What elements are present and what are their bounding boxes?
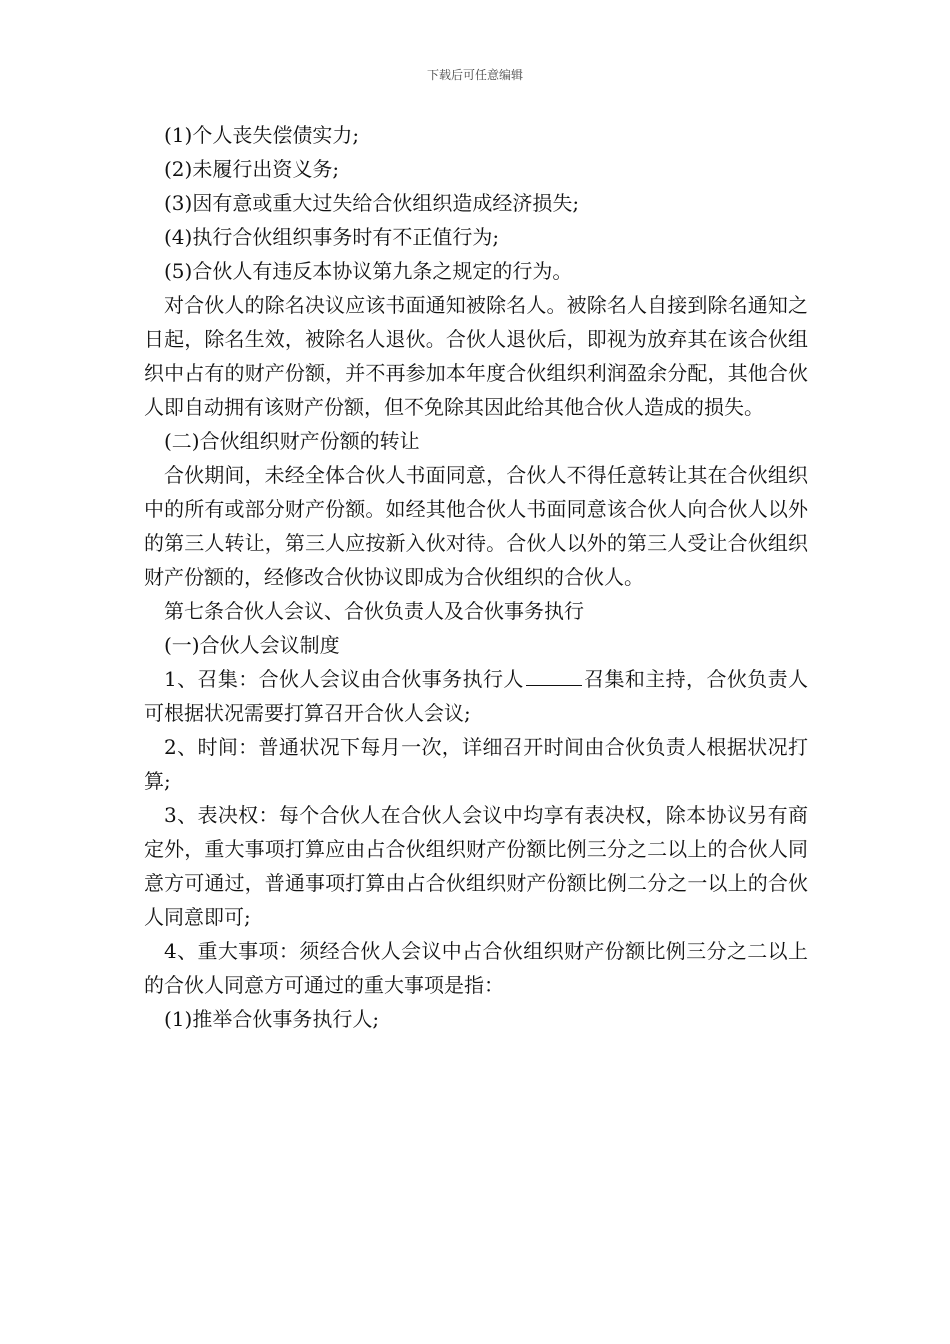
- list-item: (3)因有意或重大过失给合伙组织造成经济损失;: [164, 191, 580, 215]
- convene-text-post: 召集和主持，合伙负责人可根据状况需要打算召开合伙人会议;: [144, 667, 808, 725]
- page-header: 下载后可任意编辑: [426, 68, 523, 82]
- article-heading: 第七条合伙人会议、合伙负责人及合伙事务执行: [164, 599, 584, 623]
- paragraph-removal: 对合伙人的除名决议应该书面通知被除名人。被除名人自接到除名通知之日起，除名生效，被除名人退伙。合伙人退伙后，即视为放弃其在该合伙组织中占有的财产份额，并不再参加本年度合伙组织利润盈余分配，其他合伙人即自动拥有该财产份额，但不免除其因此给其他合伙人造成的损失。: [144, 293, 808, 419]
- fill-in-blank: [526, 665, 582, 686]
- convene-text-pre: 1、召集：合伙人会议由合伙事务执行人: [164, 667, 524, 691]
- list-item: (4)执行合伙组织事务时有不正值行为;: [164, 225, 500, 249]
- section-heading-meeting: (一)合伙人会议制度: [164, 633, 340, 657]
- section-heading-transfer: (二)合伙组织财产份额的转让: [164, 429, 420, 453]
- paragraph-time: 2、时间：普通状况下每月一次，详细召开时间由合伙负责人根据状况打算;: [144, 735, 808, 793]
- list-item: (1)推举合伙事务执行人;: [164, 1007, 380, 1031]
- paragraph-major-matters: 4、重大事项：须经合伙人会议中占合伙组织财产份额比例三分之二以上的合伙人同意方可通过的重大事项是指：: [144, 939, 808, 997]
- paragraph-convene: [144, 662, 808, 730]
- document-body: [144, 118, 808, 1036]
- list-item: (1)个人丧失偿债实力;: [164, 123, 360, 147]
- list-item: (5)合伙人有违反本协议第九条之规定的行为。: [164, 259, 573, 283]
- list-item: (2)未履行出资义务;: [164, 157, 340, 181]
- paragraph-transfer: 合伙期间，未经全体合伙人书面同意，合伙人不得任意转让其在合伙组织中的所有或部分财产份额。如经其他合伙人书面同意该合伙人向合伙人以外的第三人转让，第三人应按新入伙对待。合伙人以外的第三人受让合伙组织财产份额的，经修改合伙协议即成为合伙组织的合伙人。: [144, 463, 808, 589]
- paragraph-vote: 3、表决权：每个合伙人在合伙人会议中均享有表决权，除本协议另有商定外，重大事项打算应由占合伙组织财产份额比例三分之二以上的合伙人同意方可通过，普通事项打算由占合伙组织财产份额比例二分之一以上的合伙人同意即可;: [144, 803, 808, 929]
